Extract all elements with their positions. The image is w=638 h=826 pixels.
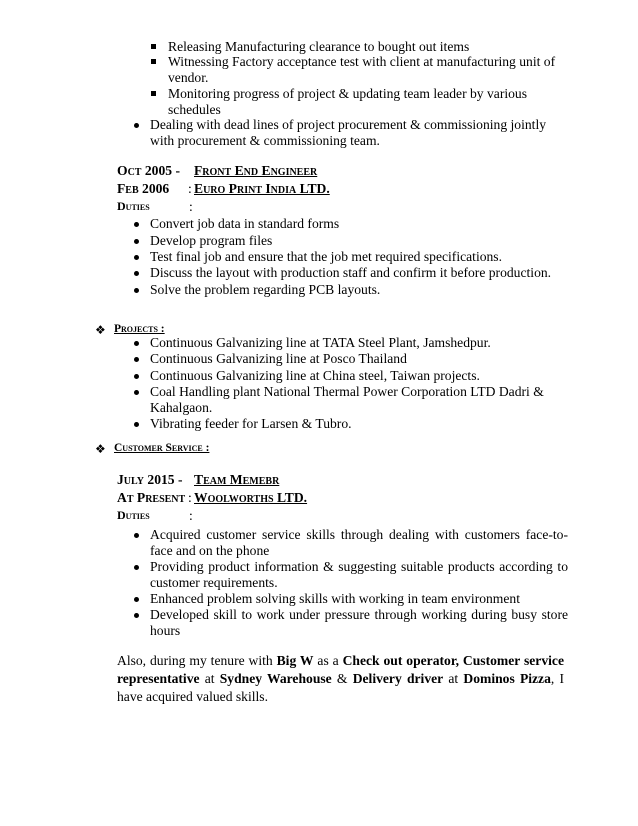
round-bullet-icon — [134, 374, 139, 379]
job1-company: Euro Print India LTD. — [194, 181, 330, 196]
job1-to: Feb 2006 — [117, 181, 170, 196]
round-bullet-icon — [134, 533, 139, 538]
job2-from: July 2015 - — [117, 472, 183, 487]
round-bullet-icon — [134, 239, 139, 244]
job1-company-sep: : — [188, 181, 192, 196]
job2-duties-label: Duties — [117, 508, 150, 522]
job2-company: Woolworths LTD. — [194, 490, 308, 505]
round-bullet-icon — [134, 357, 139, 362]
round-bullet-icon — [134, 288, 139, 293]
round-bullet-icon — [134, 255, 139, 260]
job2-to: At Present — [117, 490, 186, 505]
square-bullet-icon — [151, 91, 156, 96]
round-bullet-icon — [134, 341, 139, 346]
round-bullet-icon — [134, 565, 139, 570]
job2-title: Team Memebr — [194, 472, 280, 487]
square-bullet-icon — [151, 59, 156, 64]
diamond-bullet-icon: ❖ — [95, 323, 106, 337]
job1-duties-sep: : — [189, 199, 193, 214]
job1-title: Front End Engineer — [194, 163, 318, 178]
square-bullet-icon — [151, 44, 156, 49]
resume-page: Releasing Manufacturing clearance to bought out items Witnessing Factory acceptance test with client at manufacturing unit of vendor. Monitoring progress of project & updating team leader by various schedules Dealing with dead lines of project procurement & commissioning jointly with procurement & commissioning team. Oct 2005 - Front End Engineer Feb 2006 : Euro Print India LTD. Duties : Convert job data in standard forms Develop program files Test final job and ensure that the job met required specifications. Discuss the layout with production staff and confirm it before production. Solve the problem regarding PCB layouts. ❖ Projects : Continuous Galvanizing line at TATA Steel Plant, Jamshedpur. Continuous Galvanizing line at Posco Thailand Continuous Galvanizing line at China steel, Taiwan projects. Coal Handling plant National Thermal Power Corporation LTD Dadri & Kahalgaon. Vibrating feeder for Larsen & Tubro. ❖ Customer Service : July 2015 - Team Memebr At Present : Woolworths LTD. Duties : Acquired customer service skills through dealing with customers face-to-face and on the phone Providing product information & suggesting suitable products according to customer requirements. Enhanced problem solving skills with working in team environment Developed skill to work under pressure through working during busy store hours Also, during my tenure with Big W as a Check out operator, Customer service representative at Sydney Warehouse & Delivery driver at Dominos Pizza, I have acquired valued skills. — [95, 39, 568, 704]
round-bullet-icon — [134, 422, 139, 427]
job1-duties-label: Duties — [117, 199, 150, 213]
round-bullet-icon — [134, 123, 139, 128]
closing-paragraph: Also, during my tenure with Big W as a Check out operator, Customer service representative at Sydney Warehouse & Delivery driver at Dominos Pizza, I have acquired valued skills. — [117, 653, 565, 704]
job2-company-sep: : — [188, 490, 192, 505]
round-bullet-icon — [134, 222, 139, 227]
diamond-bullet-icon: ❖ — [95, 442, 106, 456]
job1-from: Oct 2005 - — [117, 163, 180, 178]
job2-duties-sep: : — [189, 508, 193, 523]
round-bullet-icon — [134, 613, 139, 618]
round-bullet-icon — [134, 271, 139, 276]
round-bullet-icon — [134, 597, 139, 602]
round-bullet-icon — [134, 390, 139, 395]
